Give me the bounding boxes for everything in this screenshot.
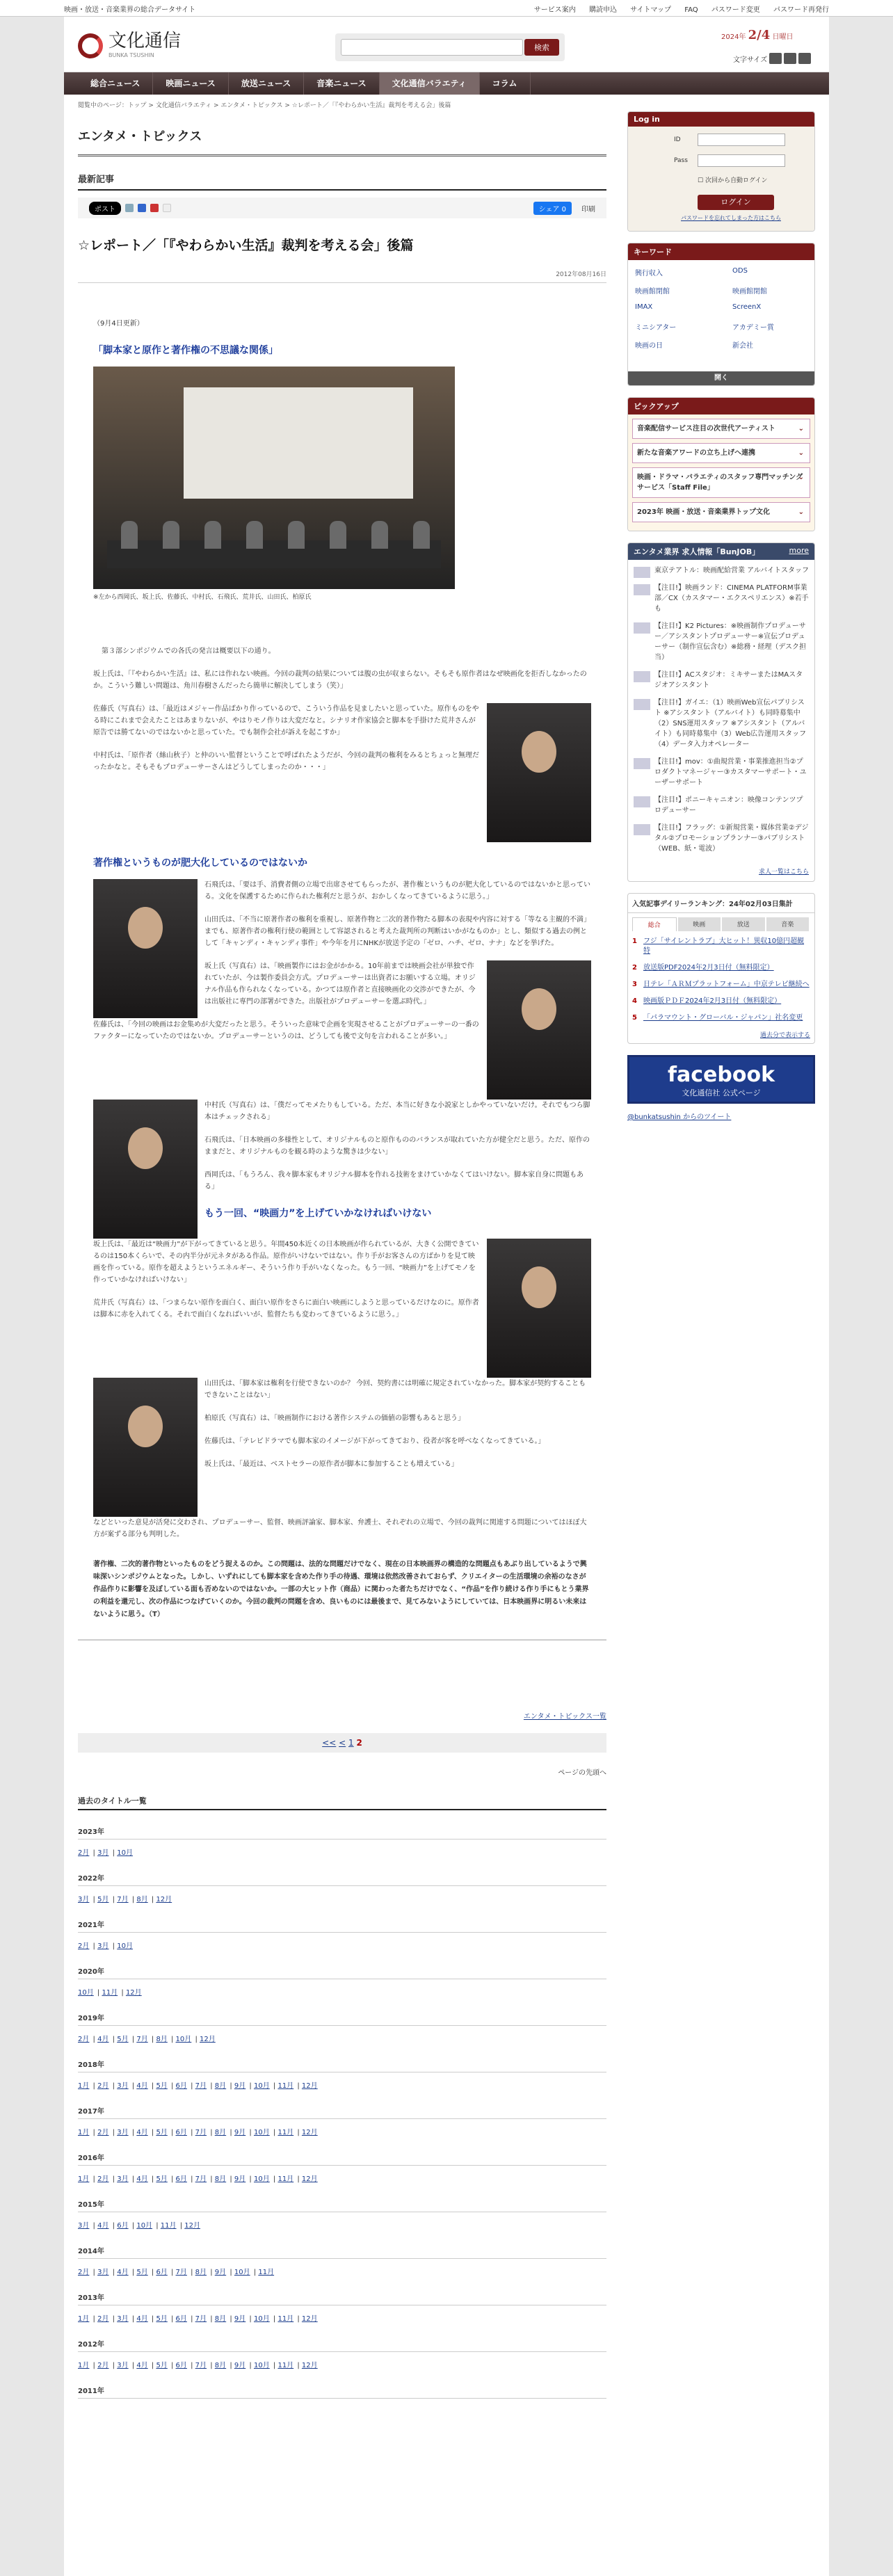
- keyword-link[interactable]: 映画の日: [635, 342, 663, 350]
- ranking-past-link[interactable]: 過去分で表示する: [759, 1032, 810, 1039]
- archive-month-link[interactable]: 3月: [78, 2222, 90, 2230]
- archive-month-link[interactable]: 4月: [136, 2362, 148, 2369]
- login-button[interactable]: ログイン: [698, 195, 774, 210]
- date-year: 2024年: [721, 33, 746, 41]
- paragraph: 山田氏は、「不当に原著作者の権利を重視し、原著作物と二次的著作物たる脚本の表現や内容に対する「等なる主観的不満」までも、原著作者の権利行使の範囲として容認されると考えた裁判所の判断はいかがなものか」とし、類似する過去の例として「キャンディ・キャンディ事件」や今年を月にNHKが放送予定の「ゼロ、ハチ、ゼロ、ナナ」などを挙げた。: [204, 916, 590, 947]
- archive-month-link[interactable]: 10月: [253, 2129, 270, 2136]
- keyword-link[interactable]: ODS: [732, 267, 748, 275]
- search-input[interactable]: [341, 39, 523, 56]
- google-icon[interactable]: [163, 204, 171, 212]
- tab-overall[interactable]: 総合: [632, 917, 677, 931]
- twitter-link[interactable]: @bunkatsushin からのツイート: [627, 1113, 732, 1121]
- archive-year-block: [78, 1919, 606, 1950]
- archive-year: 2014年: [78, 2245, 606, 2259]
- archive-month-link[interactable]: 10月: [136, 2222, 153, 2230]
- archive-month-link[interactable]: 2月: [97, 2082, 109, 2090]
- archive-month-link[interactable]: 5月: [156, 2082, 168, 2090]
- pickup-box: [627, 397, 815, 531]
- paragraph: 石飛氏は、「日本映画の多様性として、オリジナルものと原作もののバランスが取れていた方が健全だと思う。ただ、原作のままだと、オリジナルものを観る時のような驚きは少ない」: [204, 1136, 590, 1156]
- archive-year-block: [78, 2105, 606, 2136]
- archive-month-link[interactable]: 10月: [117, 1849, 133, 1857]
- archive-month-link[interactable]: 3月: [97, 2269, 109, 2276]
- paragraph: などといった意見が活発に交わされ、プロデューサー、監督、映画評論家、脚本家、弁護士、それぞれの立場で、今回の裁判に関連する問題についてはほぼ大方が案ずる部分も判明した。: [93, 1519, 587, 1538]
- archive-month-link[interactable]: 7月: [195, 2362, 207, 2369]
- job-item[interactable]: 【注目!】ガイエ：（1）映画Web宣伝パブリシスト ※アシスタント（アルバイト）も同時募集中（2）SNS運用スタッフ ※アシスタント（アルバイト）も同時募集中（3）Web広告運用スタッフ（4）データ入力オペレーター: [634, 698, 809, 750]
- archive-month-link[interactable]: 6月: [175, 2175, 187, 2183]
- paragraph: 西岡氏は、「もうろん、我々脚本家もオリジナル脚本を作れる技術をまけていかなくてはいけない。脚本家自身に問題もある」: [204, 1171, 584, 1191]
- archive-month-link[interactable]: 5月: [156, 2175, 168, 2183]
- archive-month-link[interactable]: 11月: [102, 1989, 118, 1997]
- archive-month-link[interactable]: 2月: [97, 2129, 109, 2136]
- pager-page-1[interactable]: 1: [348, 1738, 354, 1748]
- pickup-item[interactable]: 映画・ドラマ・バラエティのスタッフ専門マッチングサービス「Staff File」 ⌄: [632, 467, 810, 498]
- page: [64, 17, 829, 2576]
- paragraph: 坂上氏は、「最近は“映画力”が下がってきていると思う。年間450本近くの日本映画が作られているが、大きく公開できているのは150本くらいで、その内半分が元ネタがある作品。原作がいけないではない。作り手がお客さんの方ばかりを見て映画を作っている。原作を超えようというエネルギー、そういう作り手がいなくなった。もう一回、“映画力”を上げてモノを作っていかなければいけない」: [93, 1241, 479, 1284]
- tab-broadcast[interactable]: 放送: [722, 917, 765, 931]
- archive-month-link[interactable]: 10月: [253, 2315, 270, 2323]
- archive-month-link[interactable]: 6月: [175, 2315, 187, 2323]
- paragraph: 中村氏（写真右）は、「僕だってモメたりもしている。ただ、本当に好きな小説家としかやっていないだけ。それでもつら脚本はチェックされる」: [204, 1102, 590, 1121]
- paragraph: 石飛氏は、「要は手、消費者側の立場で出席させてもらったが、著作権というものが肥大化しているのではないかと思っている。文化を保護するために作られた権利だと思うが、おかしくなってきているように思う。」: [204, 881, 590, 901]
- archive-month-link[interactable]: 9月: [234, 2129, 246, 2136]
- archive-month-link[interactable]: 3月: [97, 1942, 109, 1950]
- archive-month-link[interactable]: 3月: [78, 1896, 90, 1903]
- archive-month-link[interactable]: 10月: [78, 1989, 94, 1997]
- portrait-photo: [93, 1100, 198, 1239]
- job-item[interactable]: 【注目!】K2 Pictures：※映画制作プロデューサー／アシスタントプロデューサー※宣伝プロデューサー（制作宣伝含む）※総務・経理（デスク担当）: [634, 621, 809, 663]
- archive-months: 2月 | 4月 | 5月 | 7月 | 8月 | 10月 | 12月: [78, 2036, 216, 2043]
- id-input[interactable]: [698, 134, 785, 146]
- archive-month-link[interactable]: 5月: [156, 2129, 168, 2136]
- archive-month-link[interactable]: 4月: [97, 2222, 109, 2230]
- archive-month-link[interactable]: 4月: [97, 2036, 109, 2043]
- portrait-photo: [487, 703, 591, 842]
- pager-prev[interactable]: <: [339, 1738, 346, 1748]
- archive-month-link[interactable]: 1月: [78, 2129, 90, 2136]
- archive-month-link[interactable]: 7月: [195, 2129, 207, 2136]
- archive-month-link[interactable]: 12月: [156, 1896, 172, 1903]
- photo-caption: ※左から西岡氏、坂上氏、佐藤氏、中村氏、石飛氏、荒井氏、山田氏、柏原氏: [93, 594, 312, 601]
- archive-month-link[interactable]: 11月: [258, 2269, 275, 2276]
- archive-month-link[interactable]: 4月: [117, 2269, 129, 2276]
- archive-month-link[interactable]: 12月: [125, 1989, 142, 1997]
- keyword-link[interactable]: 映画館閉館: [635, 288, 670, 296]
- archive-year: 2020年: [78, 1965, 606, 1979]
- archive-month-link[interactable]: 11月: [277, 2129, 294, 2136]
- job-box: [627, 542, 815, 882]
- archive-months: 1月 | 2月 | 3月 | 4月 | 5月 | 6月 | 7月 | 8月 | 9月 | 10月 | 11月 | 12月: [78, 2082, 318, 2090]
- archive-year-block: [78, 2012, 606, 2043]
- archive-month-link[interactable]: 8月: [136, 1896, 148, 1903]
- logo-icon: [78, 33, 103, 58]
- archive-month-link[interactable]: 7月: [175, 2269, 187, 2276]
- keyword-link[interactable]: 興行収入: [635, 270, 663, 277]
- archive-month-link[interactable]: 8月: [214, 2129, 227, 2136]
- category-list-link[interactable]: エンタメ・トピックス一覧: [523, 1713, 606, 1721]
- archive-months: 1月 | 2月 | 3月 | 4月 | 5月 | 6月 | 7月 | 8月 | 9月 | 10月 | 11月 | 12月: [78, 2315, 318, 2323]
- date-display: [721, 28, 793, 42]
- font-size-small-button[interactable]: [769, 53, 782, 64]
- search-button[interactable]: 検索: [524, 39, 559, 56]
- auto-login-checkbox[interactable]: ☐ 次回から自動ログイン: [698, 177, 768, 184]
- nav-broadcast[interactable]: 放送ニュース: [229, 72, 304, 95]
- keyword-link[interactable]: ScreenX: [732, 303, 762, 311]
- archive-year-block: [78, 1826, 606, 1857]
- archive-year-block: [78, 2385, 606, 2399]
- page-top-link[interactable]: ページの先頭へ: [558, 1769, 606, 1777]
- archive-month-link[interactable]: 12月: [301, 2175, 318, 2183]
- archive-month-link[interactable]: 3月: [117, 2129, 129, 2136]
- tab-movie[interactable]: 映画: [678, 917, 721, 931]
- nav-movie[interactable]: 映画ニュース: [153, 72, 228, 95]
- archive-months: 3月 | 4月 | 6月 | 10月 | 11月 | 12月: [78, 2222, 200, 2230]
- hatena-icon[interactable]: [138, 204, 146, 212]
- subheading-3: もう一回、“映画力”を上げていかなければいけない: [204, 1208, 432, 1219]
- archive-month-link[interactable]: 10月: [117, 1942, 133, 1950]
- archive-year: 2022年: [78, 1872, 606, 1886]
- ranking-item[interactable]: 1 フジ「サイレントラブ」大ヒット！異収10億円超観特: [632, 937, 805, 955]
- site-tagline: 映画・放送・音楽業界の総合データサイト: [64, 6, 196, 14]
- nav-column[interactable]: コラム: [480, 72, 531, 95]
- archive-year-block: [78, 2245, 606, 2276]
- archive-month-link[interactable]: 2月: [97, 2362, 109, 2369]
- archive-year: 2012年: [78, 2338, 606, 2352]
- archive-month-link[interactable]: 2月: [97, 2175, 109, 2183]
- keyword-link[interactable]: ミニシアター: [635, 324, 677, 332]
- archive-month-link[interactable]: 5月: [156, 2315, 168, 2323]
- job-item[interactable]: 【注目!】フラッグ：①新規営業・媒体営業②デジタル②プロモーションプランナー③パブリシスト（WEB、紙・電波）: [634, 823, 809, 854]
- link-sitemap[interactable]: サイトマップ: [630, 6, 672, 14]
- archive-year: 2016年: [78, 2152, 606, 2166]
- font-size-medium-button[interactable]: [784, 53, 796, 64]
- archive-month-link[interactable]: 11月: [277, 2175, 294, 2183]
- archive-month-link[interactable]: 12月: [301, 2362, 318, 2369]
- print-button[interactable]: 印刷: [581, 205, 595, 214]
- global-nav: [64, 72, 829, 95]
- facebook-share-button[interactable]: シェア 0: [533, 202, 572, 215]
- pickup-item[interactable]: 新たな音楽アワードの立ち上げへ連携 ⌄: [632, 443, 810, 463]
- archive-months: 2月 | 3月 | 4月 | 5月 | 6月 | 7月 | 8月 | 9月 | 10月 | 11月: [78, 2269, 275, 2276]
- login-box: [627, 111, 815, 232]
- archive-month-link[interactable]: 9月: [214, 2269, 227, 2276]
- archive-month-link[interactable]: 3月: [97, 1849, 109, 1857]
- archive-month-link[interactable]: 2月: [78, 2036, 90, 2043]
- archive-month-link[interactable]: 7月: [195, 2082, 207, 2090]
- latest-heading: 最新記事: [78, 172, 606, 191]
- archive-month-link[interactable]: 1月: [78, 2082, 90, 2090]
- archive-year: 2015年: [78, 2198, 606, 2212]
- ranking-item[interactable]: 3 日テレ「ＡＲＭプラットフォーム」中京テレビ継続へ: [632, 981, 810, 988]
- archive-heading: 過去のタイトル一覧: [78, 1795, 606, 1810]
- archive-year: 2019年: [78, 2012, 606, 2026]
- archive-year-block: [78, 2292, 606, 2323]
- font-size-large-button[interactable]: [798, 53, 811, 64]
- archive-year-block: [78, 2338, 606, 2369]
- archive-months: 3月 | 5月 | 7月 | 8月 | 12月: [78, 1896, 172, 1903]
- archive-month-link[interactable]: 3月: [117, 2362, 129, 2369]
- update-note: （9月4日更新）: [93, 320, 144, 328]
- bookmark-icon[interactable]: [125, 204, 134, 212]
- archive-months: 2月 | 3月 | 10月: [78, 1942, 133, 1950]
- archive-month-link[interactable]: 9月: [234, 2315, 246, 2323]
- pickup-item[interactable]: 2023年 映画・放送・音楽業界トップ文化 ⌄: [632, 502, 810, 522]
- archive-month-link[interactable]: 10月: [253, 2362, 270, 2369]
- paragraph: 佐藤氏（写真右）は、「最近はメジャー作品ばかり作っているので、こういう作品を見ましたいと思っていた。原作ものをやる時にこれまで会えたことはあまりないが、やはりモノ作りは大変だなと。シナリオ作家協会と脚本を手掛けた荒井さんが原告では勝てないのではないかと思っていた。でも制作会社が訴えを起こすか」: [93, 705, 479, 736]
- archive-year: 2017年: [78, 2105, 606, 2119]
- pager-current: 2: [356, 1738, 362, 1748]
- archive-month-link[interactable]: 9月: [234, 2362, 246, 2369]
- link-subscribe[interactable]: 購読申込: [588, 6, 617, 14]
- tab-music[interactable]: 音楽: [766, 917, 810, 931]
- archive-year-block: [78, 2059, 606, 2090]
- ranking-item[interactable]: 2 放送版PDF2024年2月3日付（無料限定）: [632, 964, 774, 972]
- subheading-2: 著作権というものが肥大化しているのではないか: [93, 858, 307, 869]
- archive-month-link[interactable]: 1月: [78, 2362, 90, 2369]
- archive-months: 1月 | 2月 | 3月 | 4月 | 5月 | 6月 | 7月 | 8月 | 9月 | 10月 | 11月 | 12月: [78, 2129, 318, 2136]
- archive-month-link[interactable]: 5月: [117, 2036, 129, 2043]
- link-password-reissue[interactable]: パスワード再発行: [773, 6, 829, 14]
- ranking-item[interactable]: 4 映画版ＰＤＦ2024年2月3日付（無料限定）: [632, 997, 782, 1005]
- breadcrumb[interactable]: 閲覧中のページ：トップ > 文化通信バラエティ > エンタメ・トピックス > ☆レポート／「『やわらかい生活』裁判を考える会」後篇: [78, 102, 451, 109]
- archive-month-link[interactable]: 2月: [78, 1942, 90, 1950]
- paragraph: 坂上氏（写真右）は、「映画製作にはお金がかかる。10年前までは映画会社が単独で作れていたが、今は製作委員会方式。プロデューサーは出資者にお願いする立場。オリジナル作品も作られなくなっている。かつては原作者と直接映画化の交渉ができたが、今は出版社に専門の部署ができた。出版社がプロデューサーを選ぶ時代。」: [204, 963, 476, 1006]
- ranking-item[interactable]: 5 「パラマウント・グローバル・ジャパン」社名変更: [632, 1014, 803, 1022]
- main-content: [78, 111, 606, 2406]
- pickup-heading: ピックアップ: [628, 398, 814, 414]
- archive-months: 1月 | 2月 | 3月 | 4月 | 5月 | 6月 | 7月 | 8月 | 9月 | 10月 | 11月 | 12月: [78, 2362, 318, 2369]
- portrait-photo: [487, 960, 591, 1100]
- font-size-label: 文字サイズ: [733, 56, 768, 64]
- job-heading: エンタメ業界 求人情報「BunJOB」 more: [628, 543, 814, 560]
- date-weekday: 日曜日: [772, 33, 794, 41]
- paragraph: 坂上氏は、「最近は、ベストセラーの原作者が脚本に参加することも増えている」: [204, 1460, 458, 1468]
- logo-sub: BUNKA TSUSHIN: [108, 52, 154, 58]
- archive-month-link[interactable]: 6月: [175, 2129, 187, 2136]
- archive-month-link[interactable]: 11月: [277, 2362, 294, 2369]
- date-month-day: 2/4: [748, 28, 771, 42]
- job-item[interactable]: 【注目!】ACスタジオ：ミキサーまたはMAスタジオアシスタント: [634, 670, 809, 691]
- keyword-box: [627, 243, 815, 386]
- archive-month-link[interactable]: 6月: [175, 2082, 187, 2090]
- paragraph: 荒井氏（写真右）は、「つまらない原作を面白く、面白い原作をさらに面白い映画にしようと思っているだけなのに。原作者は脚本に赤を入れてくる。それで面白くなればいいが、監督たちも変わってきているように思う。」: [93, 1299, 479, 1319]
- archive-month-link[interactable]: 3月: [117, 2175, 129, 2183]
- archive-month-link[interactable]: 8月: [214, 2362, 227, 2369]
- archive-month-link[interactable]: 12月: [301, 2315, 318, 2323]
- utility-links: [523, 3, 829, 14]
- paragraph: 佐藤氏は、「テレビドラマでも脚本家のイメージが下がってきており、役者が客を呼べなくなってきている。」: [204, 1438, 545, 1445]
- publish-date: 2012年08月16日: [78, 269, 606, 283]
- archive-year: 2011年: [78, 2385, 606, 2399]
- paragraph: 坂上氏は、「『やわらかい生活』は、私には作れない映画。今回の裁判の結果については腹の虫が収まらない。そもそも原作者はなぜ映画化を拒否しなかったのか。こういう難しい問題は、角川春樹さんだったら簡単に解決してしまう（笑）」: [93, 670, 587, 690]
- sidebar: [627, 111, 815, 1121]
- link-faq[interactable]: FAQ: [684, 6, 698, 14]
- paragraph: 佐藤氏は、「今回の映画はお金集めが大変だったと思う。そういった意味で企画を実現させることがプロデューサーの一番のファクターになっていたのではないか。プロデューサーというのは、どうしても後で文句を言われることが多い。」: [93, 1021, 479, 1040]
- archive-month-link[interactable]: 7月: [195, 2315, 207, 2323]
- archive-month-link[interactable]: 7月: [136, 2036, 148, 2043]
- pager-first[interactable]: <<: [322, 1738, 337, 1748]
- archive-month-link[interactable]: 9月: [234, 2175, 246, 2183]
- archive-month-link[interactable]: 4月: [136, 2315, 148, 2323]
- nav-general[interactable]: 総合ニュース: [78, 72, 153, 95]
- archive-month-link[interactable]: 11月: [277, 2082, 294, 2090]
- archive-month-link[interactable]: 10月: [234, 2269, 250, 2276]
- archive-month-link[interactable]: 10月: [253, 2175, 270, 2183]
- top-bar: [0, 0, 893, 17]
- font-size-control: [733, 53, 811, 64]
- delicious-icon[interactable]: [150, 204, 159, 212]
- keyword-link[interactable]: アカデミー賞: [732, 324, 774, 332]
- portrait-photo: [93, 1378, 198, 1517]
- archive-month-link[interactable]: 8月: [195, 2269, 207, 2276]
- archive-months: 1月 | 2月 | 3月 | 4月 | 5月 | 6月 | 7月 | 8月 | 9月 | 10月 | 11月 | 12月: [78, 2175, 318, 2183]
- job-all-link[interactable]: 求人一覧はこちら: [758, 869, 809, 876]
- header: [64, 17, 829, 72]
- archive-month-link[interactable]: 2月: [97, 2315, 109, 2323]
- ranking-heading: 入気記事デイリーランキング：24年02月03日集計: [628, 894, 814, 913]
- symposium-photo: [93, 367, 455, 589]
- category-title: エンタメ・トピックス: [78, 111, 606, 156]
- nav-variety[interactable]: 文化通信バラエティ: [380, 72, 480, 95]
- archive-list: [78, 1826, 606, 2399]
- job-more-link[interactable]: more: [789, 546, 809, 555]
- paragraph: 中村氏は、「原作者（絲山秋子）と仲のいい監督ということで呼ばれたようだが、今回の裁判の権利をみるとちょっと無理だったかなと。そもそもプロデューサーさんはどうしてしまったのか・・・」: [93, 752, 479, 771]
- subheading-1: 「脚本家と原作と著作権の不思議な関係」: [93, 345, 278, 356]
- archive-month-link[interactable]: 11月: [160, 2222, 177, 2230]
- archive-month-link[interactable]: 7月: [195, 2175, 207, 2183]
- forgot-password-link[interactable]: パスワードを忘れてしまった方はこちら: [681, 215, 781, 221]
- article-body: [78, 318, 606, 1621]
- link-password-change[interactable]: パスワード変更: [711, 6, 760, 14]
- archive-month-link[interactable]: 5月: [97, 1896, 109, 1903]
- logo-title: 文化通信: [108, 31, 182, 51]
- archive-month-link[interactable]: 6月: [117, 2222, 129, 2230]
- archive-month-link[interactable]: 11月: [277, 2315, 294, 2323]
- search-box: [335, 33, 565, 61]
- archive-month-link[interactable]: 3月: [117, 2315, 129, 2323]
- facebook-banner-sub: 文化通信社 公式ページ: [682, 1088, 761, 1097]
- archive-year: 2013年: [78, 2292, 606, 2305]
- paragraph: 柏原氏（写真右）は、「映画制作における著作システムの価値の影響もあると思う」: [204, 1415, 465, 1422]
- archive-month-link[interactable]: 5月: [136, 2269, 148, 2276]
- job-item[interactable]: 東京テアトル：映画配給営業 アルバイトスタッフ: [634, 565, 809, 576]
- archive-year-block: [78, 2152, 606, 2183]
- pass-label: Pass: [674, 157, 688, 164]
- link-services[interactable]: サービス案内: [533, 6, 576, 14]
- archive-month-link[interactable]: 2月: [78, 1849, 90, 1857]
- pager: [78, 1733, 606, 1753]
- ranking-box: [627, 893, 815, 1044]
- pickup-item[interactable]: 音楽配信サービス注目の次世代アーティスト ⌄: [632, 419, 810, 439]
- archive-month-link[interactable]: 3月: [117, 2082, 129, 2090]
- keyword-link[interactable]: IMAX: [635, 303, 653, 311]
- archive-month-link[interactable]: 1月: [78, 2315, 90, 2323]
- archive-year-block: [78, 2198, 606, 2230]
- summary-text: 著作権、二次的著作物といったものをどう捉えるのか。この問題は、法的な問題だけでなく、現在の日本映画界の構造的な問題点もあぶり出しているようで興味深いシンポジウムとなった。しかし、いずれにしても脚本家を含めた作り手の待遇、環境は依然改善されておらず、クリエイターの生活環境の余裕のなさが作品作りに影響を及ぼしている面も否めないのではないか。一部の大ヒット作（商品）に関わった者たちだけでなく、“作品”を作り続ける作り手にもとう業界の利益を還元し、次の作品につなげていくのか。今回の裁判の問題を含め、良いものには最後まで、見てみないようにしていては、日本映画界に明るい未来はないように思う。（T）: [93, 1561, 589, 1618]
- logo[interactable]: [78, 32, 181, 59]
- password-input[interactable]: [698, 154, 785, 167]
- archive-year: 2023年: [78, 1826, 606, 1840]
- archive-month-link[interactable]: 8月: [214, 2315, 227, 2323]
- archive-month-link[interactable]: 7月: [117, 1896, 129, 1903]
- keyword-link[interactable]: 映画館閉館: [732, 288, 767, 296]
- id-label: ID: [674, 136, 681, 143]
- archive-month-link[interactable]: 4月: [136, 2175, 148, 2183]
- archive-month-link[interactable]: 6月: [156, 2269, 168, 2276]
- archive-month-link[interactable]: 5月: [156, 2362, 168, 2369]
- archive-year: 2018年: [78, 2059, 606, 2072]
- facebook-banner-title: facebook: [667, 1063, 775, 1087]
- keyword-expand-button[interactable]: 開く: [628, 371, 814, 385]
- archive-month-link[interactable]: 4月: [136, 2082, 148, 2090]
- job-item[interactable]: 【注目!】mov：①曲規営業・事業推進担当②プロダクトマネージャー③カスタマーサポート・ユーザーサポート: [634, 757, 809, 788]
- archive-month-link[interactable]: 6月: [175, 2362, 187, 2369]
- portrait-photo: [487, 1239, 591, 1378]
- archive-month-link[interactable]: 8月: [214, 2082, 227, 2090]
- nav-music[interactable]: 音楽ニュース: [304, 72, 379, 95]
- archive-month-link[interactable]: 12月: [301, 2082, 318, 2090]
- intro-text: 第３部シンポジウムでの各氏の発言は概要以下の通り。: [102, 647, 275, 655]
- share-bar: [78, 198, 606, 218]
- archive-year-block: [78, 1872, 606, 1903]
- portrait-photo: [93, 879, 198, 1018]
- job-item[interactable]: 【注目!】映画ランド：CINEMA PLATFORM事業部／CX（カスタマー・エクスペリエンス）※若手も: [634, 583, 809, 614]
- archive-month-link[interactable]: 10月: [175, 2036, 192, 2043]
- archive-year-block: [78, 1965, 606, 1997]
- archive-month-link[interactable]: 4月: [136, 2129, 148, 2136]
- archive-month-link[interactable]: 8月: [156, 2036, 168, 2043]
- login-heading: Log in: [628, 112, 814, 127]
- keyword-heading: キーワード: [628, 243, 814, 260]
- archive-month-link[interactable]: 9月: [234, 2082, 246, 2090]
- divider: [78, 1639, 606, 1641]
- x-share-button[interactable]: ポスト: [89, 202, 121, 215]
- job-item[interactable]: 【注目!】ポニーキャニオン：映像コンテンツプロデューサー: [634, 795, 809, 816]
- facebook-banner[interactable]: [627, 1055, 815, 1104]
- article-title: ☆レポート／「『やわらかい生活』裁判を考える会」後篇: [78, 238, 414, 253]
- archive-month-link[interactable]: 12月: [184, 2222, 200, 2230]
- archive-month-link[interactable]: 2月: [78, 2269, 90, 2276]
- archive-month-link[interactable]: 12月: [200, 2036, 216, 2043]
- archive-month-link[interactable]: 1月: [78, 2175, 90, 2183]
- archive-months: 10月 | 11月 | 12月: [78, 1989, 142, 1997]
- archive-month-link[interactable]: 10月: [253, 2082, 270, 2090]
- archive-year: 2021年: [78, 1919, 606, 1933]
- archive-months: 2月 | 3月 | 10月: [78, 1849, 133, 1857]
- archive-month-link[interactable]: 12月: [301, 2129, 318, 2136]
- archive-month-link[interactable]: 8月: [214, 2175, 227, 2183]
- paragraph: 山田氏は、「脚本家は権利を行使できないのか？ 今回、契約書には明確に規定されていなかった。脚本家が契約することもできないことはない」: [204, 1380, 586, 1399]
- keyword-link[interactable]: 新会社: [732, 342, 753, 350]
